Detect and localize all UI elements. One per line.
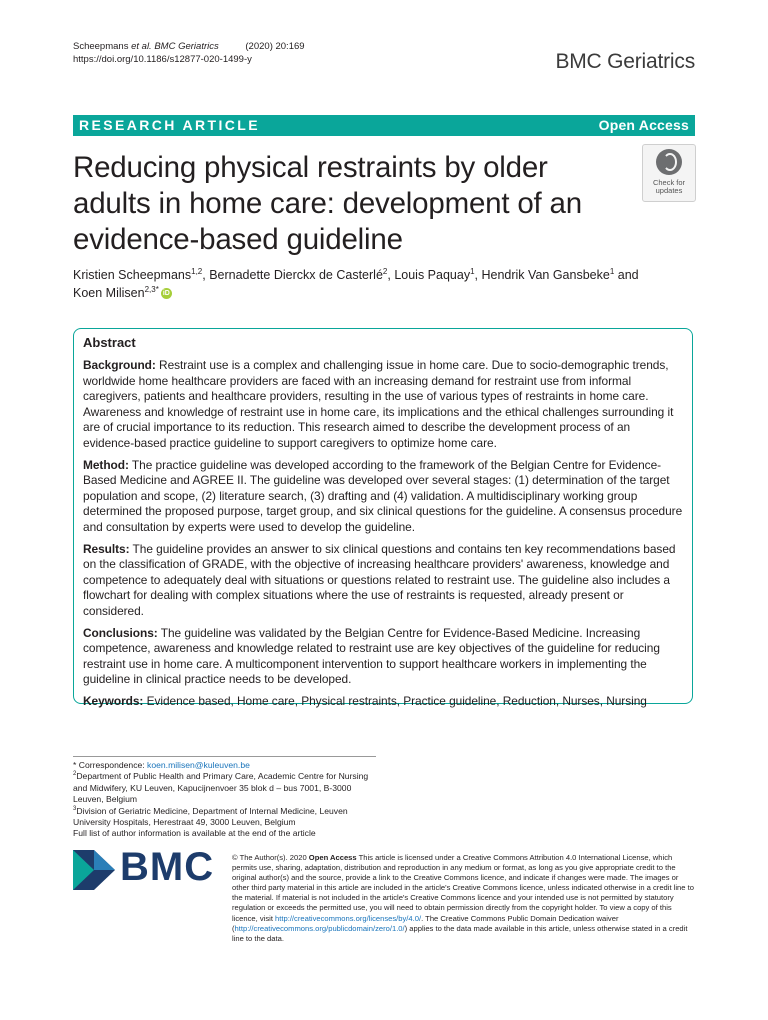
affiliation-number: 2 [73, 771, 77, 778]
citation-line [73, 40, 373, 53]
cc-zero-license-link[interactable]: http://creativecommons.org/publicdomain/zero/1.0/ [234, 923, 405, 933]
license-open-access: Open Access [308, 853, 357, 862]
section-label: Background: [83, 358, 156, 372]
cite-etal: et al. [131, 41, 152, 52]
abstract-keywords [83, 694, 683, 710]
abstract-results [83, 542, 683, 620]
article-title: Reducing physical restraints by older adults in home care: development of an evidence-based guideline [73, 151, 582, 256]
author-separator: , [202, 268, 210, 282]
author-affiliation: 2 [382, 266, 388, 276]
author[interactable] [394, 268, 474, 282]
open-access-label: Open Access [598, 117, 689, 133]
author-name: Kristien Scheepmans [73, 268, 192, 282]
footnotes [73, 760, 383, 840]
footnote-divider [73, 756, 376, 757]
section-text: The guideline provides an answer to six clinical questions and contains ten key recommendations based on the classification of GRADE, with the objective of increasing healthcare providers' awareness, knowledge and competence to adequately deal with situations or questions related to restraint use. The guideline also includes a flowchart for dealing with complex situations where the use of restraints is requested, already present or considered. [83, 541, 676, 618]
section-text: The guideline was validated by the Belgian Centre for Evidence-Based Medicine. Increasing competence, awareness and knowledge related to restraint use are key objectives of the guideline for reducing restraint use in home care. A multicomponent intervention to support healthcare workers in implementing the guideline in clinical practice needs to be developed. [83, 625, 660, 687]
section-text: Restraint use is a complex and challenging issue in home care. Due to socio-demographic trends, worldwide home healthcare providers are faced with an increasing demand for restraint use from informal caregivers, patients and healthcare providers, resulting in the use of various types of restraints in home care. Awareness and knowledge of restraint use in home care, its implications and the ethical challenges surrounding it are of crucial importance to its reduction. This research aimed to describe the development process of an evidence-based practice guideline to support caregivers to optimize home care. [83, 358, 674, 450]
author-separator: , [387, 268, 395, 282]
license-intro: © The Author(s). 2020 [232, 853, 309, 862]
author-affiliation: 1,2 [191, 266, 203, 276]
article-type-label: RESEARCH ARTICLE [79, 117, 260, 133]
license-body-3: ) applies to the data made available in this article, unless otherwise stated in a credit line to the data. [232, 923, 688, 943]
author-list [73, 266, 693, 302]
section-label: Conclusions: [83, 625, 158, 640]
orcid-icon[interactable]: iD [162, 290, 170, 298]
check-for-updates-icon [656, 149, 682, 175]
abstract-box [73, 328, 693, 708]
section-text: Evidence based, Home care, Physical restraints, Practice guideline, Reduction, Nurses, Nursing [143, 693, 647, 708]
doi-link[interactable]: https://doi.org/10.1186/s12877-020-1499-y [73, 54, 252, 65]
affiliation-number: 3 [73, 805, 77, 812]
affiliation-3 [73, 806, 383, 829]
abstract-heading: Abstract [83, 335, 136, 350]
affiliation-text: Department of Public Health and Primary Care, Academic Centre for Nursing and Midwifery, KU Leuven, Kapucijnenvoer 35 blok d – bus 7001, B-3000 Leuven, Belgium [73, 771, 369, 805]
license-body-2: . The Creative Commons Public Domain Dedication waiver ( [232, 913, 619, 933]
cite-authors: Scheepmans [73, 41, 132, 52]
article-type-banner [73, 115, 695, 136]
check-updates-line2: updates [655, 186, 683, 195]
author[interactable] [73, 286, 159, 300]
author-separator: and [614, 268, 639, 282]
author-affiliation: 1 [609, 266, 615, 276]
affiliation-2 [73, 771, 383, 805]
bmc-logo-icon [73, 850, 115, 890]
correspondence [73, 760, 383, 771]
cite-year: (2020) 20:169 [245, 41, 305, 52]
author[interactable] [73, 268, 202, 282]
abstract-background [83, 358, 683, 452]
abstract-conclusions [83, 626, 683, 688]
author-name: Louis Paquay [394, 268, 471, 282]
author-affiliation: 2,3* [144, 284, 159, 294]
cite-journal: BMC Geriatrics [151, 41, 219, 52]
author-name: Koen Milisen [73, 286, 145, 300]
correspondence-email-link[interactable]: koen.milisen@kuleuven.be [147, 760, 250, 770]
cc-by-license-link[interactable]: http://creativecommons.org/licenses/by/4.0/ [275, 913, 422, 923]
journal-name: BMC Geriatrics [555, 50, 695, 73]
author-affiliation: 1 [470, 266, 475, 276]
license-text [232, 853, 694, 944]
affiliation-text: Division of Geriatric Medicine, Department of Internal Medicine, Leuven University Hospitals, Herestraat 49, 3000 Leuven, Belgium [73, 805, 348, 828]
license-body-1: This article is licensed under a Creative Commons Attribution 4.0 International License, which permits use, sharing, adaptation, distribution and reproduction in any medium or format, as long as you give appropriate credit to the original author(s) and the source, provide a link to the Creative Commons licence, and indicate if changes were made. The images or other third party material in this article are included in the article's Creative Commons licence, unless indicated otherwise in a credit line to the material. If material is not included in the article's Creative Commons licence and your intended use is not permitted by statutory regulation or exceeds the permitted use, you will need to obtain permission directly from the copyright holder. To view a copy of this licence, visit [232, 853, 694, 923]
section-text: The practice guideline was developed according to the framework of the Belgian Centre for Evidence-Based Medicine and AGREE II. The guideline was developed over several stages: (1) determination of the target population and scope, (2) literature search, (3) drafting and (4) validation. A multidisciplinary working group determined the proposed purpose, target group, and six clinical questions for the guideline. A consensus procedure and consultation by experts were used to develop the guideline. [83, 457, 683, 534]
bmc-logo [73, 845, 218, 889]
section-label: Method: [83, 457, 129, 472]
bmc-logo-text: BMC [120, 845, 215, 889]
check-for-updates-label [643, 179, 695, 195]
correspondence-label: * Correspondence: [73, 760, 148, 770]
author[interactable] [209, 268, 387, 282]
author[interactable] [481, 268, 614, 282]
section-label: Results: [83, 541, 130, 556]
section-label: Keywords: [83, 693, 144, 708]
check-updates-line1: Check for [652, 178, 686, 187]
author-name: Bernadette Dierckx de Casterlé [209, 268, 383, 282]
abstract-method [83, 458, 683, 536]
full-author-info-note: Full list of author information is available at the end of the article [73, 828, 316, 839]
author-separator: , [474, 268, 482, 282]
author-name: Hendrik Van Gansbeke [481, 268, 610, 282]
citation-header [73, 40, 373, 66]
check-for-updates-button[interactable] [642, 144, 696, 202]
